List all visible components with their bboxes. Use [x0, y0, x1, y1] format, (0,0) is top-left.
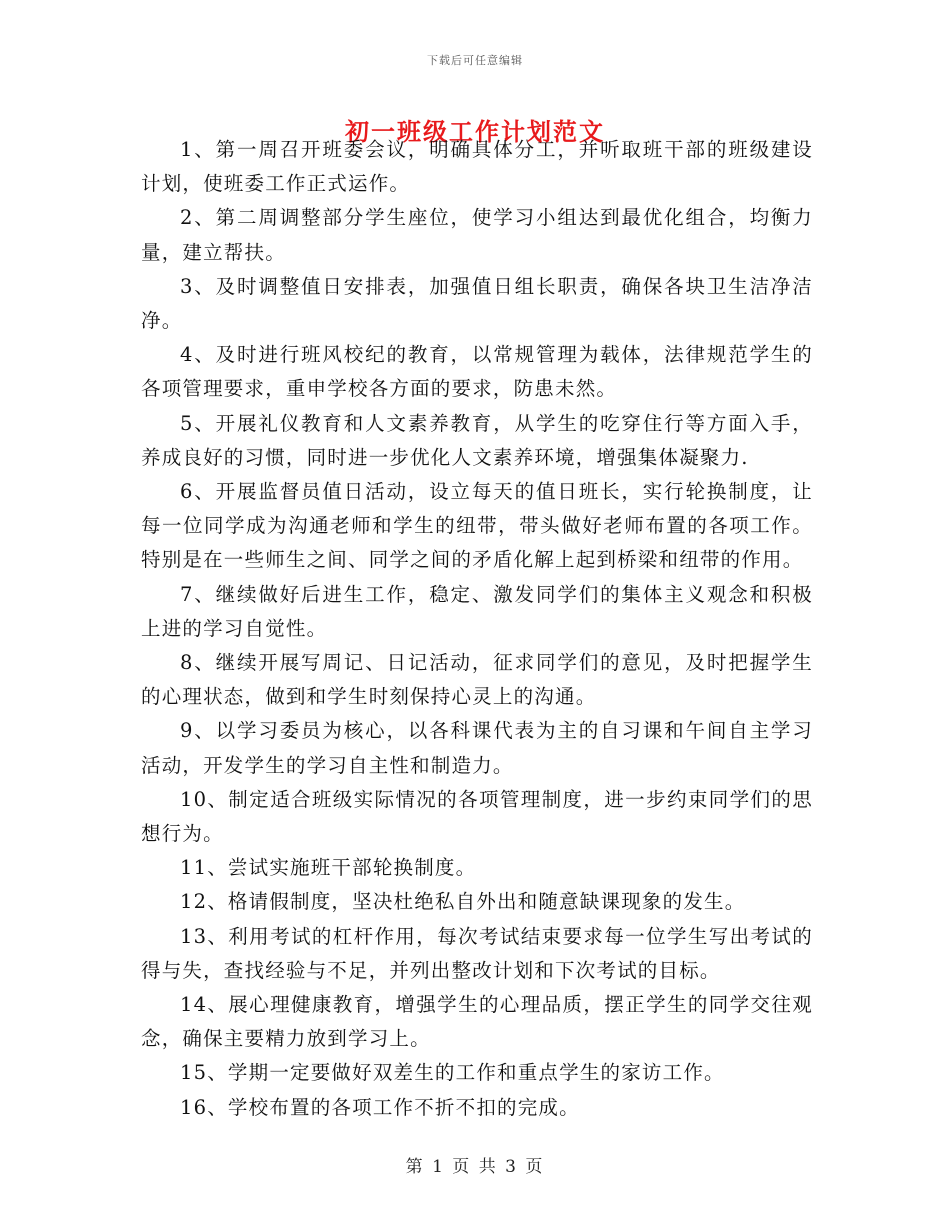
paragraph-12: 12、格请假制度，坚决杜绝私自外出和随意缺课现象的发生。: [180, 890, 746, 914]
paragraph-10: 10、制定适合班级实际情况的各项管理制度，进一步约束同学们的思想行为。: [141, 787, 813, 846]
paragraph-8: 8、继续开展写周记、日记活动，征求同学们的意见，及时把握学生的心理状态，做到和学生时刻保持心灵上的沟通。: [141, 651, 813, 709]
document-title: 初一班级工作计划范文: [345, 117, 605, 146]
paragraph-15: 15、学期一定要做好双差生的工作和重点学生的家访工作。: [180, 1061, 725, 1085]
paragraph-2: 2、第二周调整部分学生座位，使学习小组达到最优化组合，均衡力量，建立帮扶。: [141, 206, 813, 264]
paragraph-16: 16、学校布置的各项工作不折不扣的完成。: [180, 1095, 580, 1119]
paragraph-11: 11、尝试实施班干部轮换制度。: [180, 856, 477, 880]
paragraph-1: 1、第一周召开班委会议，明确具体分工，并听取班干部的班级建设计划，使班委工作正式运作。: [141, 138, 813, 196]
page-header-note: 下载后可任意编辑: [427, 54, 523, 67]
page-footer: 第 1 页 共 3 页: [405, 1157, 545, 1177]
paragraph-7: 7、继续做好后进生工作，稳定、激发同学们的集体主义观念和积极上进的学习自觉性。: [141, 582, 813, 640]
paragraph-14: 14、展心理健康教育，增强学生的心理品质，摆正学生的同学交往观念，确保主要精力放到学习上。: [141, 993, 813, 1051]
paragraph-4: 4、及时进行班风校纪的教育，以常规管理为载体，法律规范学生的各项管理要求，重申学校各方面的要求，防患未然。: [141, 343, 813, 401]
paragraph-3: 3、及时调整值日安排表，加强值日组长职责，确保各块卫生洁净洁净。: [141, 274, 813, 333]
paragraph-9: 9、以学习委员为核心，以各科课代表为主的自习课和午间自主学习活动，开发学生的学习自主性和制造力。: [141, 719, 813, 777]
document-body: [141, 133, 813, 1125]
paragraph-6: 6、开展监督员值日活动，设立每天的值日班长，实行轮换制度，让每一位同学成为沟通老师和学生的纽带，带头做好老师布置的各项工作。特别是在一些师生之间、同学之间的矛盾化解上起到桥梁和纽带的作用。: [141, 480, 813, 572]
paragraph-5: 5、开展礼仪教育和人文素养教育，从学生的吃穿住行等方面入手，养成良好的习惯，同时进一步优化人文素养环境，增强集体凝聚力.: [141, 411, 813, 469]
paragraph-13: 13、利用考试的杠杆作用，每次考试结束要求每一位学生写出考试的得与失，查找经验与不足，并列出整改计划和下次考试的目标。: [141, 924, 813, 982]
